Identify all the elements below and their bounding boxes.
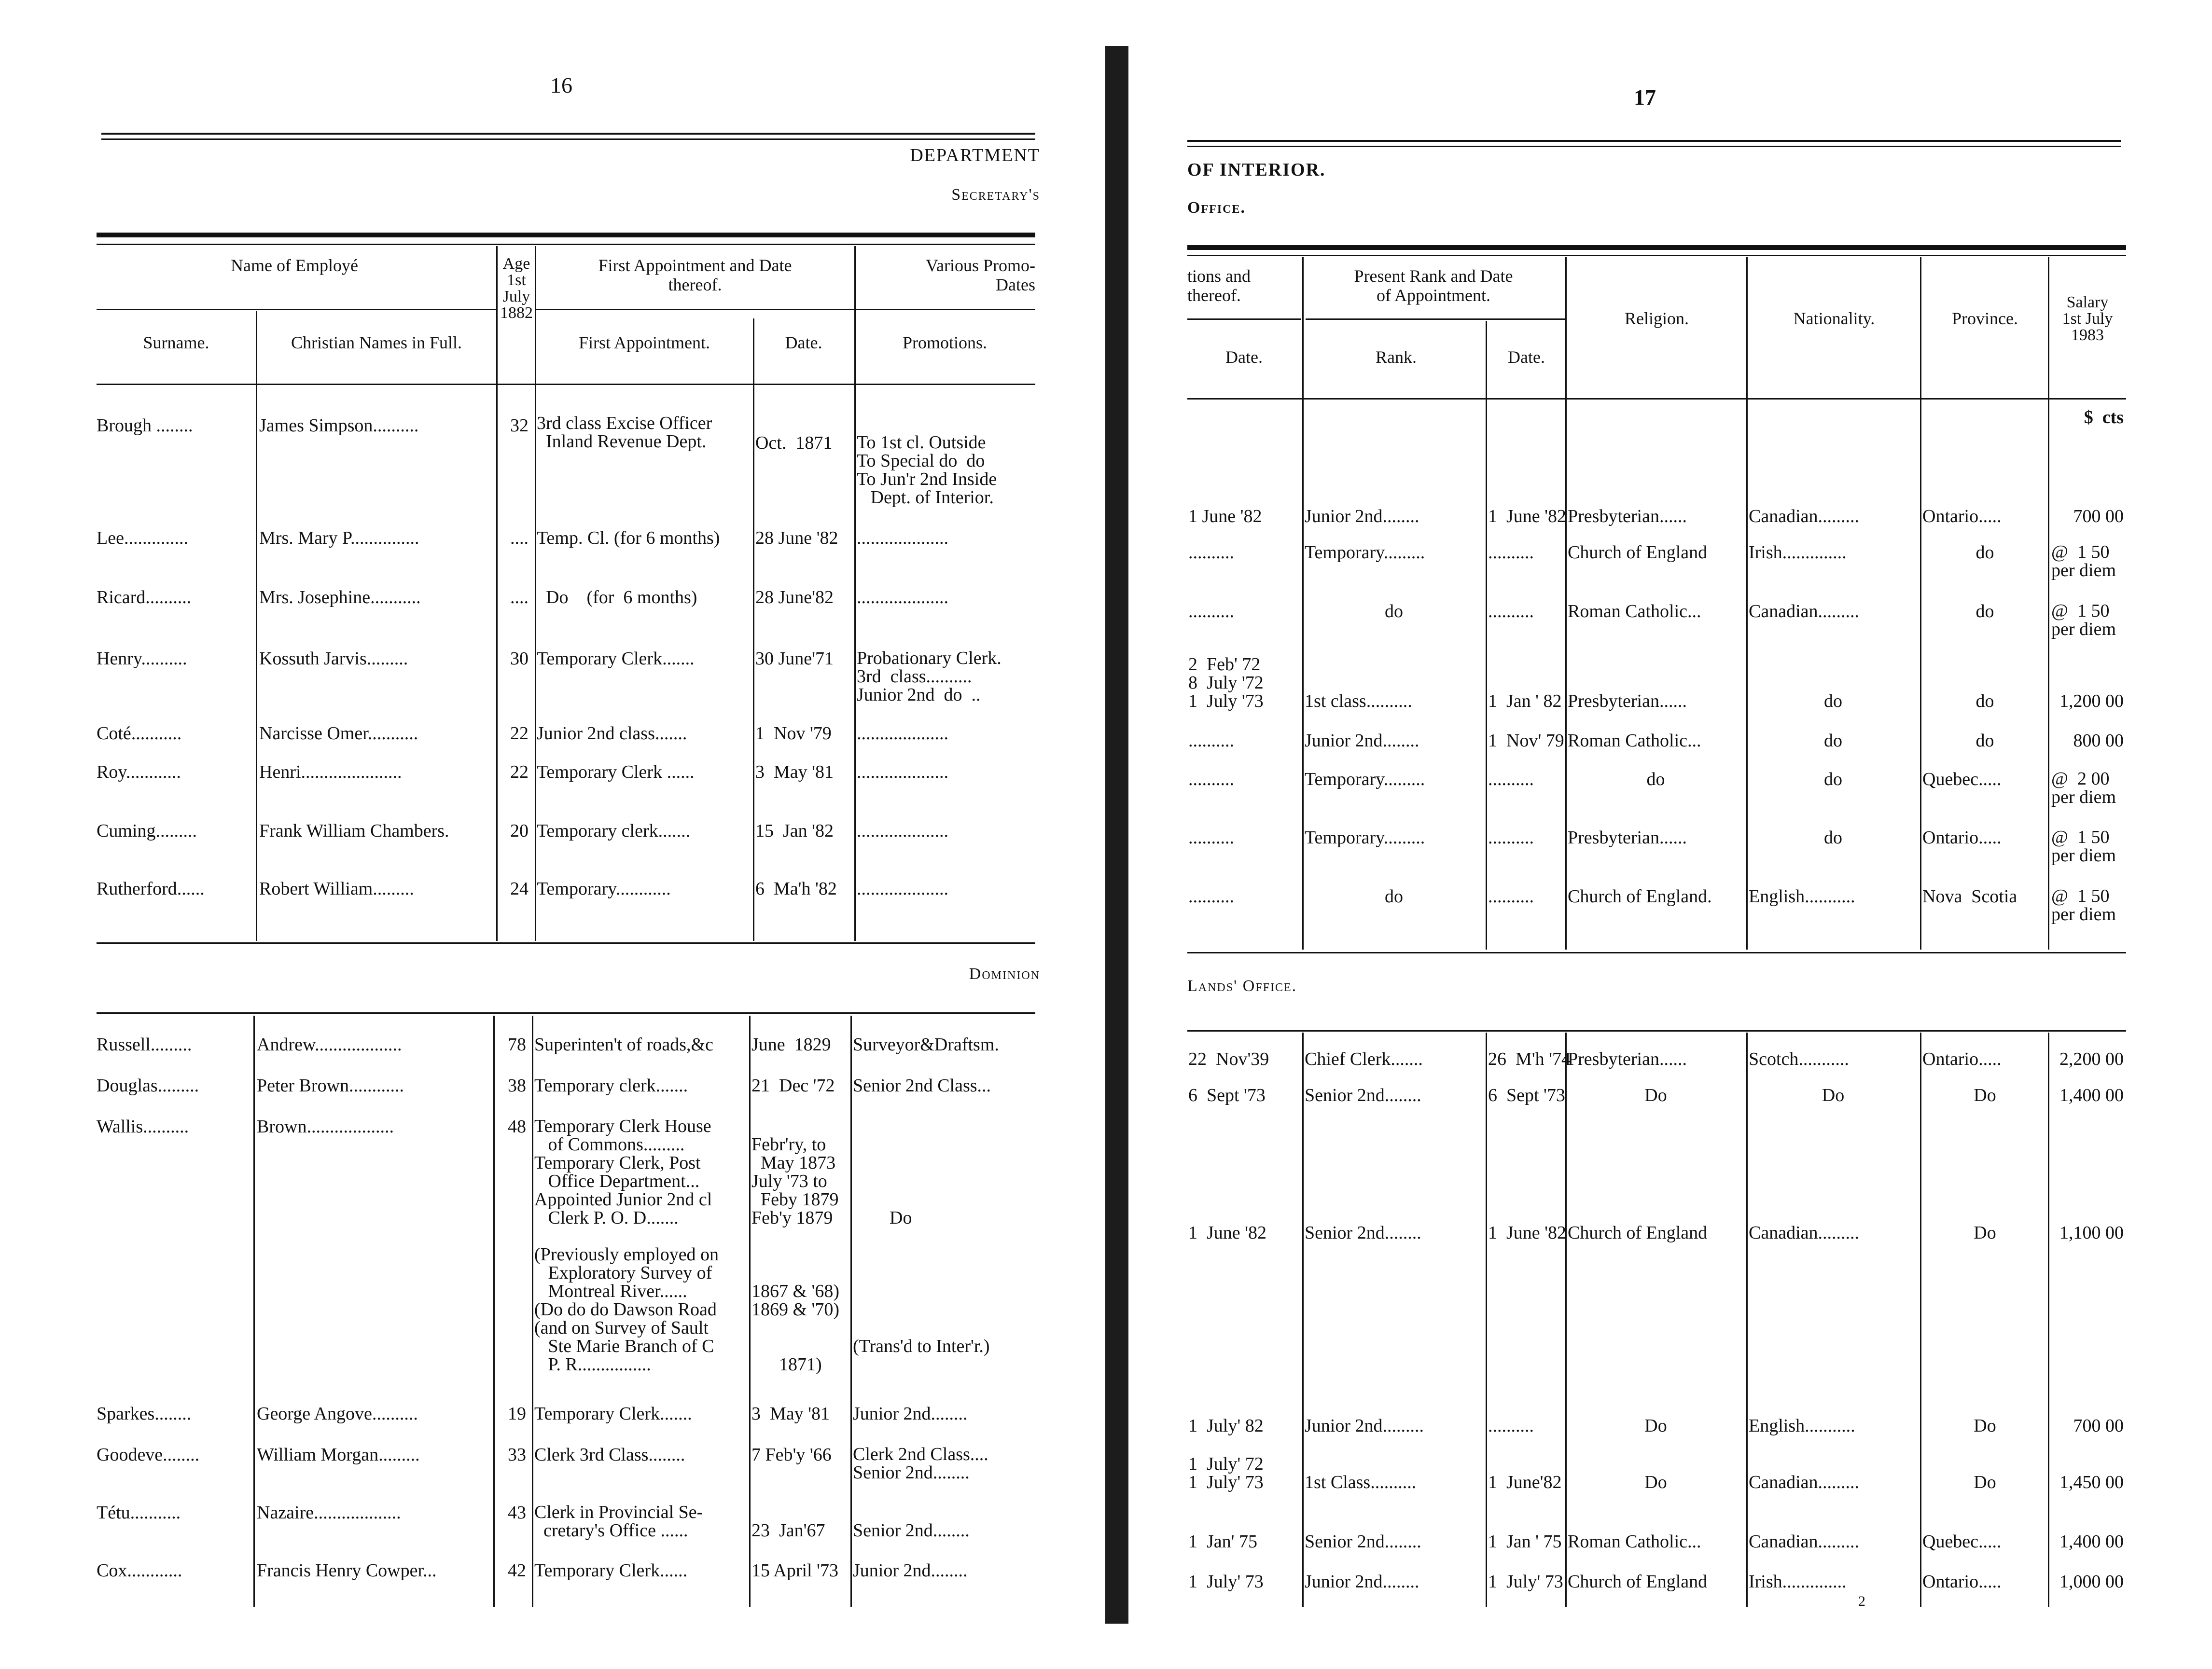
- header-divider: [536, 309, 1035, 310]
- table-cell: Surveyor&Draftsm.: [853, 1035, 999, 1055]
- table-cell: Narcisse Omer...........: [259, 723, 418, 744]
- table-cell: 23 Jan'67: [751, 1520, 825, 1541]
- table-cell: 700 00: [2073, 1416, 2124, 1436]
- table-cell: 6 Ma'h '82: [755, 879, 837, 899]
- table-cell: 7 Feb'y '66: [751, 1445, 832, 1465]
- table-cell: Brough ........: [97, 415, 193, 436]
- table-cell: 1 Nov '79: [755, 723, 832, 744]
- table-cell: Robert William.........: [259, 879, 414, 899]
- table-cell: Kossuth Jarvis.........: [259, 648, 408, 669]
- divider: [101, 133, 1035, 135]
- table-cell: Coté...........: [97, 723, 182, 744]
- table-cell: Temporary Clerk.......: [537, 648, 695, 669]
- table-cell: do: [1824, 828, 1842, 848]
- table-cell: Mrs. Mary P...............: [259, 528, 419, 548]
- table-cell: 1 June'82: [1488, 1472, 1562, 1492]
- header-present-group: Present Rank and Date of Appointment.: [1354, 266, 1513, 305]
- table-cell: Do (for 6 months): [537, 587, 697, 607]
- table-cell: Wallis..........: [97, 1117, 189, 1137]
- table-cell: ..........: [1188, 601, 1234, 621]
- column-line: [1486, 321, 1487, 950]
- table-cell: 1 July' 73: [1188, 1572, 1264, 1592]
- table-cell: James Simpson..........: [259, 415, 419, 436]
- table-cell: Do: [1644, 1472, 1667, 1492]
- table-cell: Brown...................: [257, 1117, 394, 1137]
- table-cell: Febr'ry, to May 1873 July '73 to Feby 1879 Feb'y 1879 1867 & '68) 1869 & '70) 1871): [751, 1134, 840, 1375]
- table-cell: English...........: [1749, 1416, 1855, 1436]
- table-cell: Rutherford......: [97, 879, 205, 899]
- table-cell: Roman Catholic...: [1568, 1531, 1701, 1552]
- table-cell: William Morgan.........: [257, 1445, 420, 1465]
- header-divider: [1187, 318, 1301, 320]
- column-line: [2048, 1033, 2049, 1607]
- header-surname: Surname.: [143, 333, 209, 352]
- table-cell: Senior 2nd........: [1305, 1223, 1421, 1243]
- table-cell: ....................: [857, 587, 948, 607]
- table-cell: Presbyterian......: [1568, 828, 1687, 848]
- table-cell: 1 Jan ' 82: [1488, 691, 1562, 711]
- currency-label: $ cts: [2084, 407, 2124, 428]
- table-top-rule: [97, 244, 1035, 245]
- table-cell: Roman Catholic...: [1568, 731, 1701, 751]
- table-cell: Ricard..........: [97, 587, 192, 607]
- table-cell: ....: [510, 587, 529, 607]
- table-cell: Junior 2nd.........: [1305, 1416, 1424, 1436]
- table-cell: @ 1 50 per diem: [2051, 827, 2116, 866]
- table-cell: 30: [510, 648, 529, 669]
- table-cell: Temporary Clerk House of Commons......... Temporary Clerk, Post Office Department... Appointed Junior 2nd cl Clerk P. O. D....... (Previously employed on Exploratory Survey of Montreal River...... (Do do do Dawson Road (and on Survey of Sault Ste Marie Branch of C P. R................: [534, 1116, 719, 1375]
- table-cell: Temporary Clerk......: [534, 1560, 688, 1581]
- table-cell: Canadian.........: [1749, 601, 1860, 621]
- table-cell: Henry..........: [97, 648, 187, 669]
- divider: [101, 138, 1035, 140]
- header-religion: Religion.: [1625, 309, 1689, 328]
- table-cell: ..........: [1188, 828, 1234, 848]
- column-line: [1302, 1033, 1304, 1607]
- table-cell: Church of England: [1568, 542, 1708, 563]
- table-cell: Ontario.....: [1922, 506, 2002, 526]
- table-cell: @ 1 50 per diem: [2051, 601, 2116, 639]
- table-cell: 1 Jan' 75: [1188, 1531, 1258, 1552]
- binding-gutter: [1105, 46, 1128, 1624]
- table-cell: do: [1824, 769, 1842, 789]
- table-cell: Junior 2nd class.......: [537, 723, 687, 744]
- table-cell: 21 Dec '72: [751, 1076, 835, 1096]
- table-cell: Ontario.....: [1922, 1049, 2002, 1069]
- table-cell: 3 May '81: [755, 762, 834, 782]
- footer-mark: 2: [1858, 1593, 1865, 1609]
- header-divider: [97, 309, 497, 310]
- table-top-rule: [1187, 255, 2126, 256]
- header-province: Province.: [1952, 309, 2018, 328]
- column-line: [532, 1016, 533, 1607]
- table-cell: Do (Trans'd to Inter'r.): [853, 1208, 990, 1356]
- table-bottom-rule: [97, 942, 1035, 944]
- table-cell: 1 Nov' 79: [1488, 731, 1564, 751]
- divider: [1187, 146, 2121, 147]
- table-cell: Church of England: [1568, 1223, 1708, 1243]
- table-cell: Cuming.........: [97, 821, 197, 841]
- column-line: [1565, 1033, 1567, 1607]
- section-title: Office.: [1187, 199, 1246, 217]
- table-cell: ....................: [857, 821, 948, 841]
- table-cell: 19: [508, 1404, 526, 1424]
- table-cell: Roy............: [97, 762, 181, 782]
- table-cell: Temporary.........: [1305, 769, 1425, 789]
- table-cell: 1 June '82: [1188, 506, 1262, 526]
- table-cell: Oct. 1871: [755, 433, 833, 453]
- table-cell: do: [1646, 769, 1665, 789]
- section-title: Lands' Office.: [1187, 977, 1297, 995]
- table-cell: 1 June '82: [1488, 506, 1567, 526]
- table-cell: do: [1824, 731, 1842, 751]
- table-cell: Chief Clerk.......: [1305, 1049, 1423, 1069]
- table-cell: 1,450 00: [2059, 1472, 2124, 1492]
- header-divider: [1306, 318, 1566, 320]
- header-bottom-rule: [97, 384, 1035, 385]
- table-bottom-rule: [1187, 952, 2126, 953]
- table-cell: 1,400 00: [2059, 1531, 2124, 1552]
- table-cell: Sparkes........: [97, 1404, 192, 1424]
- table-cell: Junior 2nd........: [1305, 1572, 1419, 1592]
- table-cell: ....................: [857, 762, 948, 782]
- table-cell: ..........: [1488, 601, 1534, 621]
- header-age: Age 1st July 1882: [500, 255, 533, 322]
- table-cell: Goodeve........: [97, 1445, 200, 1465]
- table-cell: Andrew...................: [257, 1035, 402, 1055]
- column-line: [1920, 1033, 1921, 1607]
- header-first-appt: First Appointment.: [578, 333, 710, 352]
- table-cell: 15 April '73: [751, 1560, 838, 1581]
- table-cell: Do: [1644, 1085, 1667, 1105]
- table-cell: 78: [508, 1035, 526, 1055]
- table-cell: Presbyterian......: [1568, 506, 1687, 526]
- table-cell: 22: [510, 723, 529, 744]
- table-cell: 1,100 00: [2059, 1223, 2124, 1243]
- column-line: [253, 1016, 255, 1607]
- header-date: Date.: [785, 333, 822, 352]
- table-cell: 1st Class..........: [1305, 1472, 1417, 1492]
- column-line: [256, 311, 257, 941]
- table-cell: 1 July' 82: [1188, 1416, 1264, 1436]
- right-page: [1163, 0, 2212, 1669]
- page-number: 17: [1634, 85, 1656, 110]
- table-cell: ..........: [1488, 769, 1534, 789]
- table-cell: 2,200 00: [2059, 1049, 2124, 1069]
- table-cell: ..........: [1488, 886, 1534, 907]
- table-cell: do: [1385, 601, 1403, 621]
- table-cell: Nova Scotia: [1922, 886, 2017, 907]
- table-cell: do: [1385, 886, 1403, 907]
- table-cell: Superinten't of roads,&c: [534, 1035, 713, 1055]
- header-tions-group: tions and thereof.: [1187, 266, 1251, 305]
- table-cell: Do: [1974, 1472, 1996, 1492]
- table-cell: Presbyterian......: [1568, 1049, 1687, 1069]
- table-cell: @ 1 50 per diem: [2051, 542, 2116, 580]
- column-line: [1486, 1033, 1487, 1607]
- table-cell: Senior 2nd........: [1305, 1531, 1421, 1552]
- table-cell: Junior 2nd........: [853, 1404, 968, 1424]
- table-cell: 6 Sept '73: [1188, 1085, 1266, 1105]
- table-cell: To 1st cl. Outside To Special do do To Jun'r 2nd Inside Dept. of Interior.: [857, 432, 997, 508]
- table-cell: 28 June'82: [755, 587, 834, 607]
- table-cell: 38: [508, 1076, 526, 1096]
- table-cell: 15 Jan '82: [755, 821, 834, 841]
- header-nationality: Nationality.: [1793, 309, 1875, 328]
- table-cell: 3 May '81: [751, 1404, 830, 1424]
- table-cell: 32: [510, 415, 529, 436]
- table-cell: 30 June'71: [755, 648, 834, 669]
- table-cell: Ontario.....: [1922, 828, 2002, 848]
- table-cell: do: [1975, 691, 1994, 711]
- table-cell: Junior 2nd........: [1305, 731, 1419, 751]
- table-cell: Probationary Clerk. 3rd class.......... Junior 2nd do ..: [857, 648, 1002, 705]
- table-cell: 6 Sept '73: [1488, 1085, 1565, 1105]
- table-cell: Junior 2nd........: [1305, 506, 1419, 526]
- divider: [1187, 140, 2121, 142]
- table-cell: ..........: [1488, 828, 1534, 848]
- table-cell: ..........: [1488, 542, 1534, 563]
- table-cell: 1,000 00: [2059, 1572, 2124, 1592]
- table-cell: Nazaire...................: [257, 1503, 401, 1523]
- table-cell: Clerk in Provincial Se- cretary's Office ......: [534, 1502, 703, 1541]
- table-cell: 1,200 00: [2059, 691, 2124, 711]
- table-cell: Do: [1974, 1085, 1996, 1105]
- column-line: [749, 1016, 751, 1607]
- table-cell: ..........: [1188, 542, 1234, 563]
- column-line: [1746, 1033, 1748, 1607]
- header-rank: Rank.: [1376, 347, 1417, 367]
- table-cell: 1 July' 72 1 July' 73: [1188, 1454, 1264, 1492]
- table-cell: Temporary.........: [1305, 828, 1425, 848]
- table-cell: Senior 2nd........: [1305, 1085, 1421, 1105]
- table-cell: Do: [1822, 1085, 1845, 1105]
- table-cell: 42: [508, 1560, 526, 1581]
- table-cell: 700 00: [2073, 506, 2124, 526]
- table-cell: do: [1975, 542, 1994, 563]
- table-cell: Canadian.........: [1749, 1531, 1860, 1552]
- table-cell: 1 Jan ' 75: [1488, 1531, 1562, 1552]
- column-line: [753, 318, 754, 941]
- table-cell: @ 1 50 per diem: [2051, 886, 2116, 924]
- department-title: DEPARTMENT: [910, 145, 1040, 166]
- table-top-rule: [1187, 245, 2126, 250]
- department-title: OF INTERIOR.: [1187, 160, 1326, 180]
- table-cell: Temp. Cl. (for 6 months): [537, 528, 720, 548]
- table-cell: Presbyterian......: [1568, 691, 1687, 711]
- table-cell: English...........: [1749, 886, 1855, 907]
- table-cell: 22 Nov'39: [1188, 1049, 1269, 1069]
- table-cell: Temporary clerk.......: [534, 1076, 688, 1096]
- table-cell: Francis Henry Cowper...: [257, 1560, 437, 1581]
- table-cell: Clerk 3rd Class........: [534, 1445, 685, 1465]
- table-cell: Do: [1974, 1223, 1996, 1243]
- table-cell: Senior 2nd Class...: [853, 1076, 991, 1096]
- table-cell: 1st class..........: [1305, 691, 1412, 711]
- table-cell: George Angove..........: [257, 1404, 418, 1424]
- table-cell: Church of England.: [1568, 886, 1712, 907]
- table-cell: Cox............: [97, 1560, 182, 1581]
- table-cell: Peter Brown............: [257, 1076, 404, 1096]
- table-cell: Canadian.........: [1749, 506, 1860, 526]
- table-cell: 2 Feb' 72 8 July '72 1 July '73: [1188, 654, 1264, 711]
- table-cell: Senior 2nd........: [853, 1520, 970, 1541]
- table-cell: ..........: [1488, 1416, 1534, 1436]
- table-cell: ....................: [857, 879, 948, 899]
- table-cell: Canadian.........: [1749, 1472, 1860, 1492]
- table-cell: Frank William Chambers.: [259, 821, 449, 841]
- table-cell: Temporary Clerk.......: [534, 1404, 692, 1424]
- table-cell: Temporary Clerk ......: [537, 762, 695, 782]
- header-date: Date.: [1508, 347, 1545, 367]
- table-cell: ....: [510, 528, 529, 548]
- table-top-rule: [97, 233, 1035, 237]
- table-cell: 1 July' 73: [1488, 1572, 1563, 1592]
- table-cell: ....................: [857, 528, 948, 548]
- table-cell: 3rd class Excise Officer Inland Revenue Dept.: [537, 413, 712, 452]
- left-page: [0, 0, 1067, 1669]
- header-first-appt-group: First Appointment and Date thereof.: [598, 256, 792, 294]
- header-promo-group: Various Promo- Dates: [926, 256, 1035, 294]
- table-cell: Clerk 2nd Class.... Senior 2nd........: [853, 1444, 988, 1483]
- section-title: Dominion: [969, 965, 1040, 983]
- header-christian: Christian Names in Full.: [291, 333, 462, 352]
- header-promotions: Promotions.: [902, 333, 988, 352]
- header-name-group: Name of Employé: [231, 256, 358, 275]
- table-cell: Do: [1644, 1416, 1667, 1436]
- section-rule: [97, 1012, 1035, 1014]
- header-bottom-rule: [1187, 398, 2126, 400]
- table-cell: Irish..............: [1749, 542, 1847, 563]
- table-cell: Temporary clerk.......: [537, 821, 691, 841]
- header-salary: Salary 1st July 1983: [2062, 293, 2113, 344]
- table-cell: 20: [510, 821, 529, 841]
- table-cell: do: [1975, 731, 1994, 751]
- page-number: 16: [550, 73, 572, 97]
- table-cell: 43: [508, 1503, 526, 1523]
- table-cell: Tétu...........: [97, 1503, 181, 1523]
- table-cell: Douglas.........: [97, 1076, 199, 1096]
- section-title: Secretary's: [951, 186, 1040, 204]
- table-cell: 26 M'h '74: [1488, 1049, 1571, 1069]
- table-cell: 28 June '82: [755, 528, 838, 548]
- column-line: [854, 246, 856, 941]
- table-cell: 22: [510, 762, 529, 782]
- table-cell: ..........: [1188, 731, 1234, 751]
- table-cell: Lee..............: [97, 528, 188, 548]
- table-cell: 33: [508, 1445, 526, 1465]
- table-cell: Temporary............: [537, 879, 671, 899]
- table-cell: 1 June '82: [1188, 1223, 1267, 1243]
- table-cell: Russell.........: [97, 1035, 192, 1055]
- table-cell: Church of England: [1568, 1572, 1708, 1592]
- table-cell: Canadian.........: [1749, 1223, 1860, 1243]
- table-cell: 1,400 00: [2059, 1085, 2124, 1105]
- table-cell: ....................: [857, 723, 948, 744]
- table-cell: Henri......................: [259, 762, 402, 782]
- table-cell: 24: [510, 879, 529, 899]
- table-cell: Do: [1974, 1416, 1996, 1436]
- header-date: Date.: [1225, 347, 1263, 367]
- table-cell: Temporary.........: [1305, 542, 1425, 563]
- table-cell: ..........: [1188, 886, 1234, 907]
- table-cell: 48: [508, 1117, 526, 1137]
- table-cell: Ontario.....: [1922, 1572, 2002, 1592]
- table-cell: do: [1975, 601, 1994, 621]
- table-cell: 800 00: [2073, 731, 2124, 751]
- column-line: [1565, 257, 1567, 950]
- table-cell: Scotch...........: [1749, 1049, 1849, 1069]
- column-line: [535, 246, 536, 941]
- table-cell: @ 2 00 per diem: [2051, 769, 2116, 807]
- table-cell: Junior 2nd........: [853, 1560, 968, 1581]
- table-cell: Irish..............: [1749, 1572, 1847, 1592]
- table-cell: Roman Catholic...: [1568, 601, 1701, 621]
- table-cell: Mrs. Josephine...........: [259, 587, 421, 607]
- table-cell: June 1829: [751, 1035, 831, 1055]
- section-rule: [1187, 1030, 2126, 1032]
- column-line: [850, 1016, 852, 1607]
- table-cell: ..........: [1188, 769, 1234, 789]
- table-cell: do: [1824, 691, 1842, 711]
- table-cell: 1 June '82: [1488, 1223, 1567, 1243]
- table-cell: Quebec.....: [1922, 769, 2002, 789]
- table-cell: Quebec.....: [1922, 1531, 2002, 1552]
